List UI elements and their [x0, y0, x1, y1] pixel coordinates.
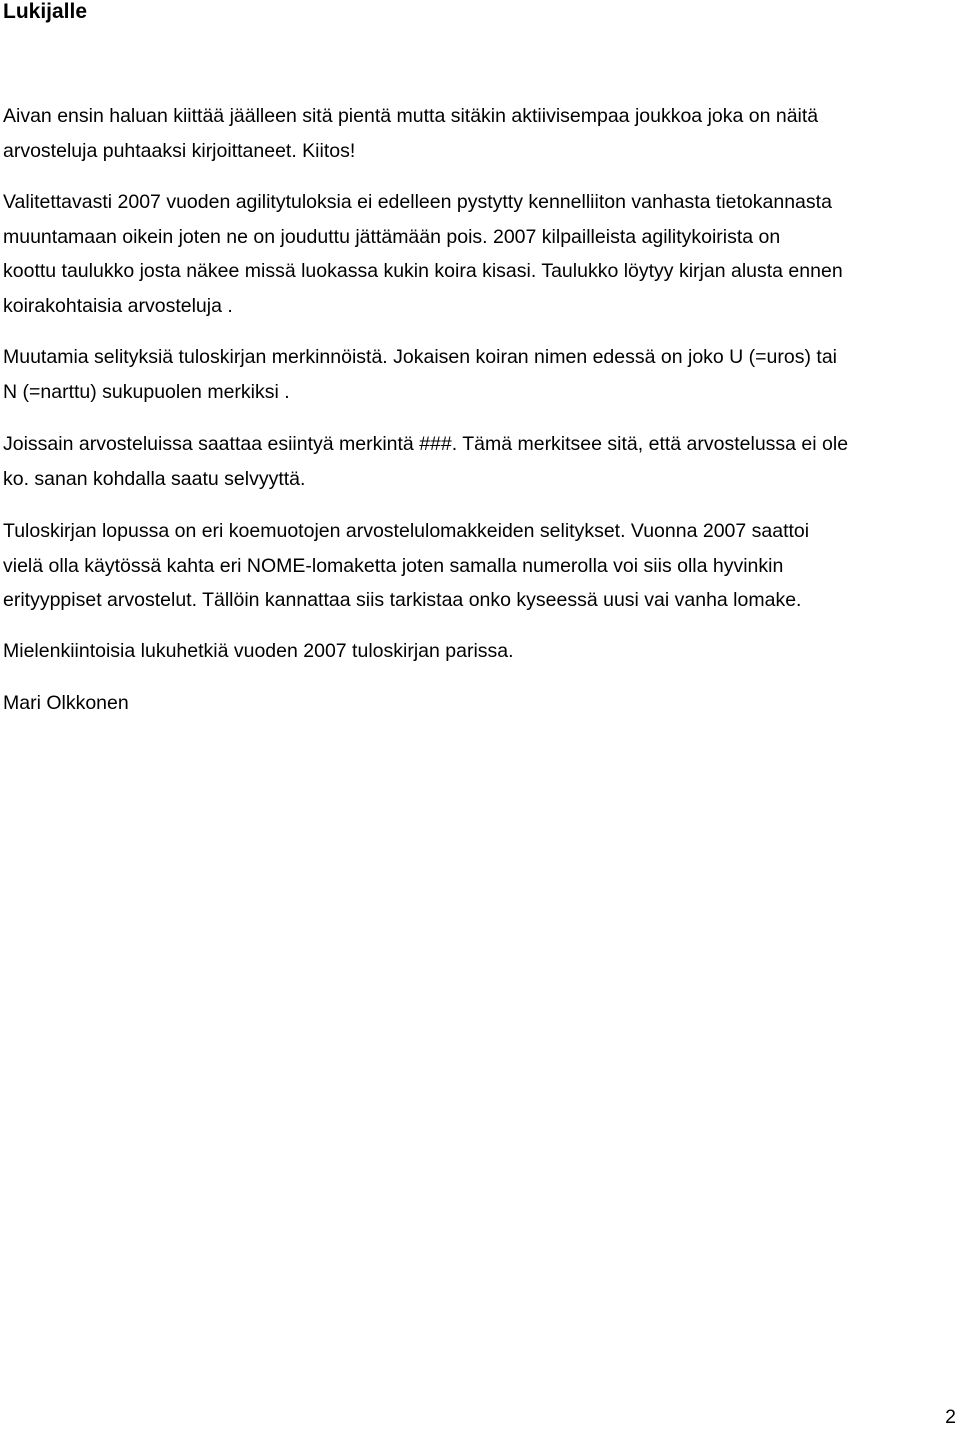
page-title: Lukijalle [3, 0, 88, 23]
text-line: Tuloskirjan lopussa on eri koemuotojen arvostelulomakkeiden selitykset. Vuonna 2007 saattoi [3, 520, 810, 542]
signature [3, 686, 955, 721]
text-line: Muutamia selityksiä tuloskirjan merkinnöistä. Jokaisen koiran nimen edessä on joko U (=uros) tai [3, 346, 837, 368]
text-line: Mielenkiintoisia lukuhetkiä vuoden 2007 tuloskirjan parissa. [3, 640, 514, 662]
text-line: Aivan ensin haluan kiittää jäälleen sitä pientä mutta sitäkin aktiivisempaa joukkoa joka on näitä [3, 105, 819, 127]
author-name: Mari Olkkonen [3, 692, 129, 714]
agility-paragraph [3, 185, 955, 323]
intro-paragraph [3, 99, 955, 168]
text-line: N (=narttu) sukupuolen merkiksi . [3, 380, 290, 403]
text-line: Joissain arvosteluissa saattaa esiintyä merkintä ###. Tämä merkitsee sitä, että arvostelussa ei ole [3, 433, 849, 455]
page-number: 2 [945, 1406, 956, 1428]
forms-paragraph [3, 514, 955, 618]
text-line: vielä olla käytössä kahta eri NOME-lomaketta joten samalla numerolla voi siis olla hyvinkin [3, 554, 784, 577]
text-line: ko. sanan kohdalla saatu selvyyttä. [3, 467, 306, 490]
text-line: Valitettavasti 2007 vuoden agilitytuloksia ei edelleen pystytty kennelliiton vanhasta tietokannasta [3, 191, 832, 213]
text-line: koirakohtaisia arvosteluja . [3, 294, 233, 317]
text-line: erityyppiset arvostelut. Tällöin kannattaa siis tarkistaa onko kyseessä uusi vai vanha lomake. [3, 589, 802, 611]
text-line: koottu taulukko josta näkee missä luokassa kukin koira kisasi. Taulukko löytyy kirjan alusta ennen [3, 260, 843, 282]
text-line: arvosteluja puhtaaksi kirjoittaneet. Kiitos! [3, 139, 356, 162]
notation-paragraph [3, 340, 955, 409]
closing-paragraph [3, 634, 955, 669]
text-line: muuntamaan oikein joten ne on jouduttu jättämään pois. 2007 kilpailleista agilitykoirista on [3, 225, 781, 248]
marker-paragraph [3, 427, 955, 496]
